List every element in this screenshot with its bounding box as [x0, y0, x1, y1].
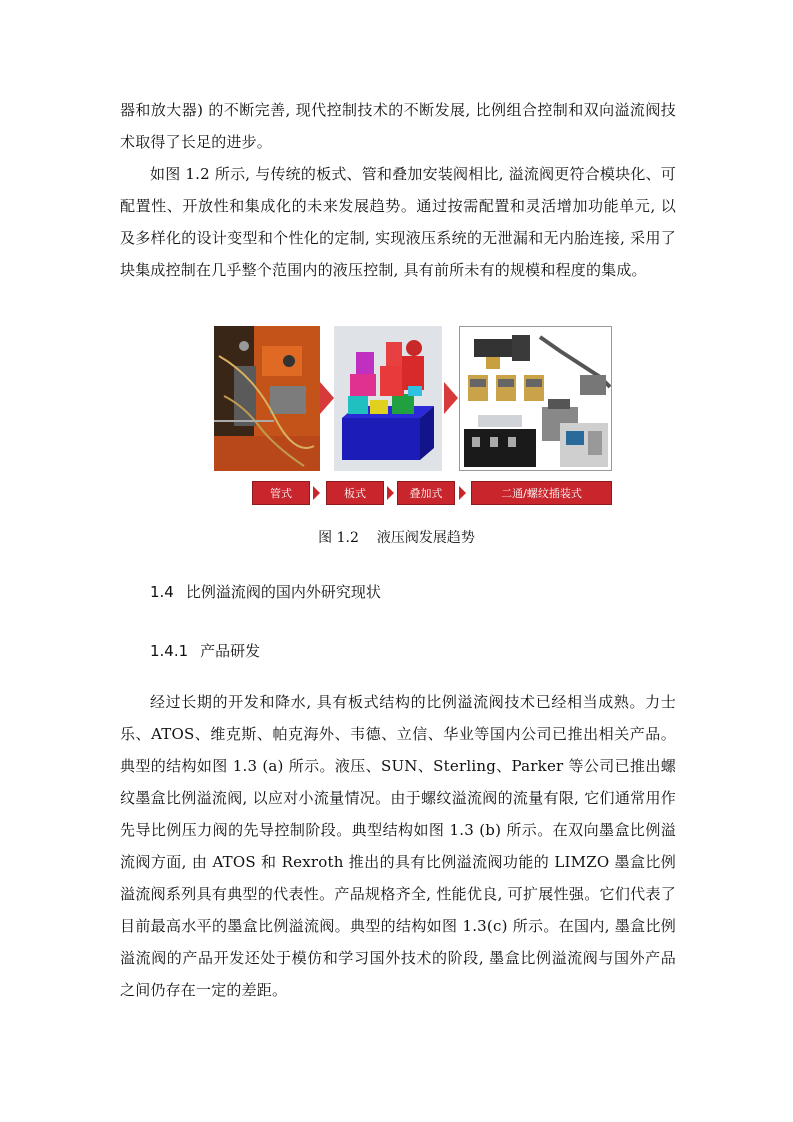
figure-caption	[0, 528, 793, 548]
section-heading	[150, 582, 381, 602]
label-plate-type: 板式	[326, 481, 384, 505]
label-cartridge-type: 二通/螺纹插装式	[471, 481, 612, 505]
subsection-title: 产品研发	[200, 642, 261, 660]
paragraph-product-development: 经过长期的开发和降水, 具有板式结构的比例溢流阀技术已经相当成熟。力士乐、ATOS、维克斯、帕克海外、韦德、立信、华业等国内公司已推出相关产品。典型的结构如图 1.3 (a) 所示。液压、SUN、Sterling、Parker 等公司已推出螺纹墨盒比例溢流阀, 以应对小流量情况。由于螺纹溢流阀的流量有限, 它们通常用作先导比例压力阀的先导控制阶段。典型结构如图 1.3 (b) 所示。在双向墨盒比例溢流阀方面, 由 ATOS 和 Rexroth 推出的具有比例溢流阀功能的 LIMZO 墨盒比例溢流阀系列具有典型的代表性。产品规格齐全, 性能优良, 可扩展性强。它们代表了目前最高水平的墨盒比例溢流阀。典型的结构如图 1.3(c) 所示。在国内, 墨盒比例溢流阀的产品开发还处于模仿和学习国外技术的阶段, 墨盒比例溢流阀与国外产品之间仍存在一定的差距。	[120, 693, 676, 999]
arrow-right-icon	[444, 382, 458, 414]
section-number: 1.4	[150, 583, 174, 601]
paragraph-figure-reference: 如图 1.2 所示, 与传统的板式、管和叠加安装阀相比, 溢流阀更符合模块化、可配置性、开放性和集成化的未来发展趋势。通过按需配置和灵活增加功能单元, 以及多样化的设计变型和个性化的定制, 实现液压系统的无泄漏和无内胎连接, 采用了块集成控制在几乎整个范围内的液压控制, 具有前所未有的规模和程度的集成。	[120, 165, 676, 279]
label-pipe-type: 管式	[252, 481, 310, 505]
arrow-right-icon	[320, 382, 334, 414]
subsection-heading	[150, 641, 260, 661]
figure-caption-number: 图 1.2	[318, 530, 359, 546]
figure-caption-text: 液压阀发展趋势	[376, 530, 475, 546]
paragraph-intro-continuation: 器和放大器) 的不断完善, 现代控制技术的不断发展, 比例组合控制和双向溢流阀技术取得了长足的进步。	[120, 101, 676, 151]
section-title: 比例溢流阀的国内外研究现状	[185, 583, 381, 601]
pipe-valve-photo	[214, 326, 320, 471]
arrow-right-icon	[459, 486, 466, 500]
label-stacked-type: 叠加式	[397, 481, 455, 505]
stacked-valve-photo	[334, 326, 442, 471]
cartridge-valve-photo	[459, 326, 612, 471]
subsection-number: 1.4.1	[150, 642, 189, 660]
arrow-right-icon	[313, 486, 320, 500]
arrow-right-icon	[387, 486, 394, 500]
figure-valve-trend	[214, 326, 612, 508]
